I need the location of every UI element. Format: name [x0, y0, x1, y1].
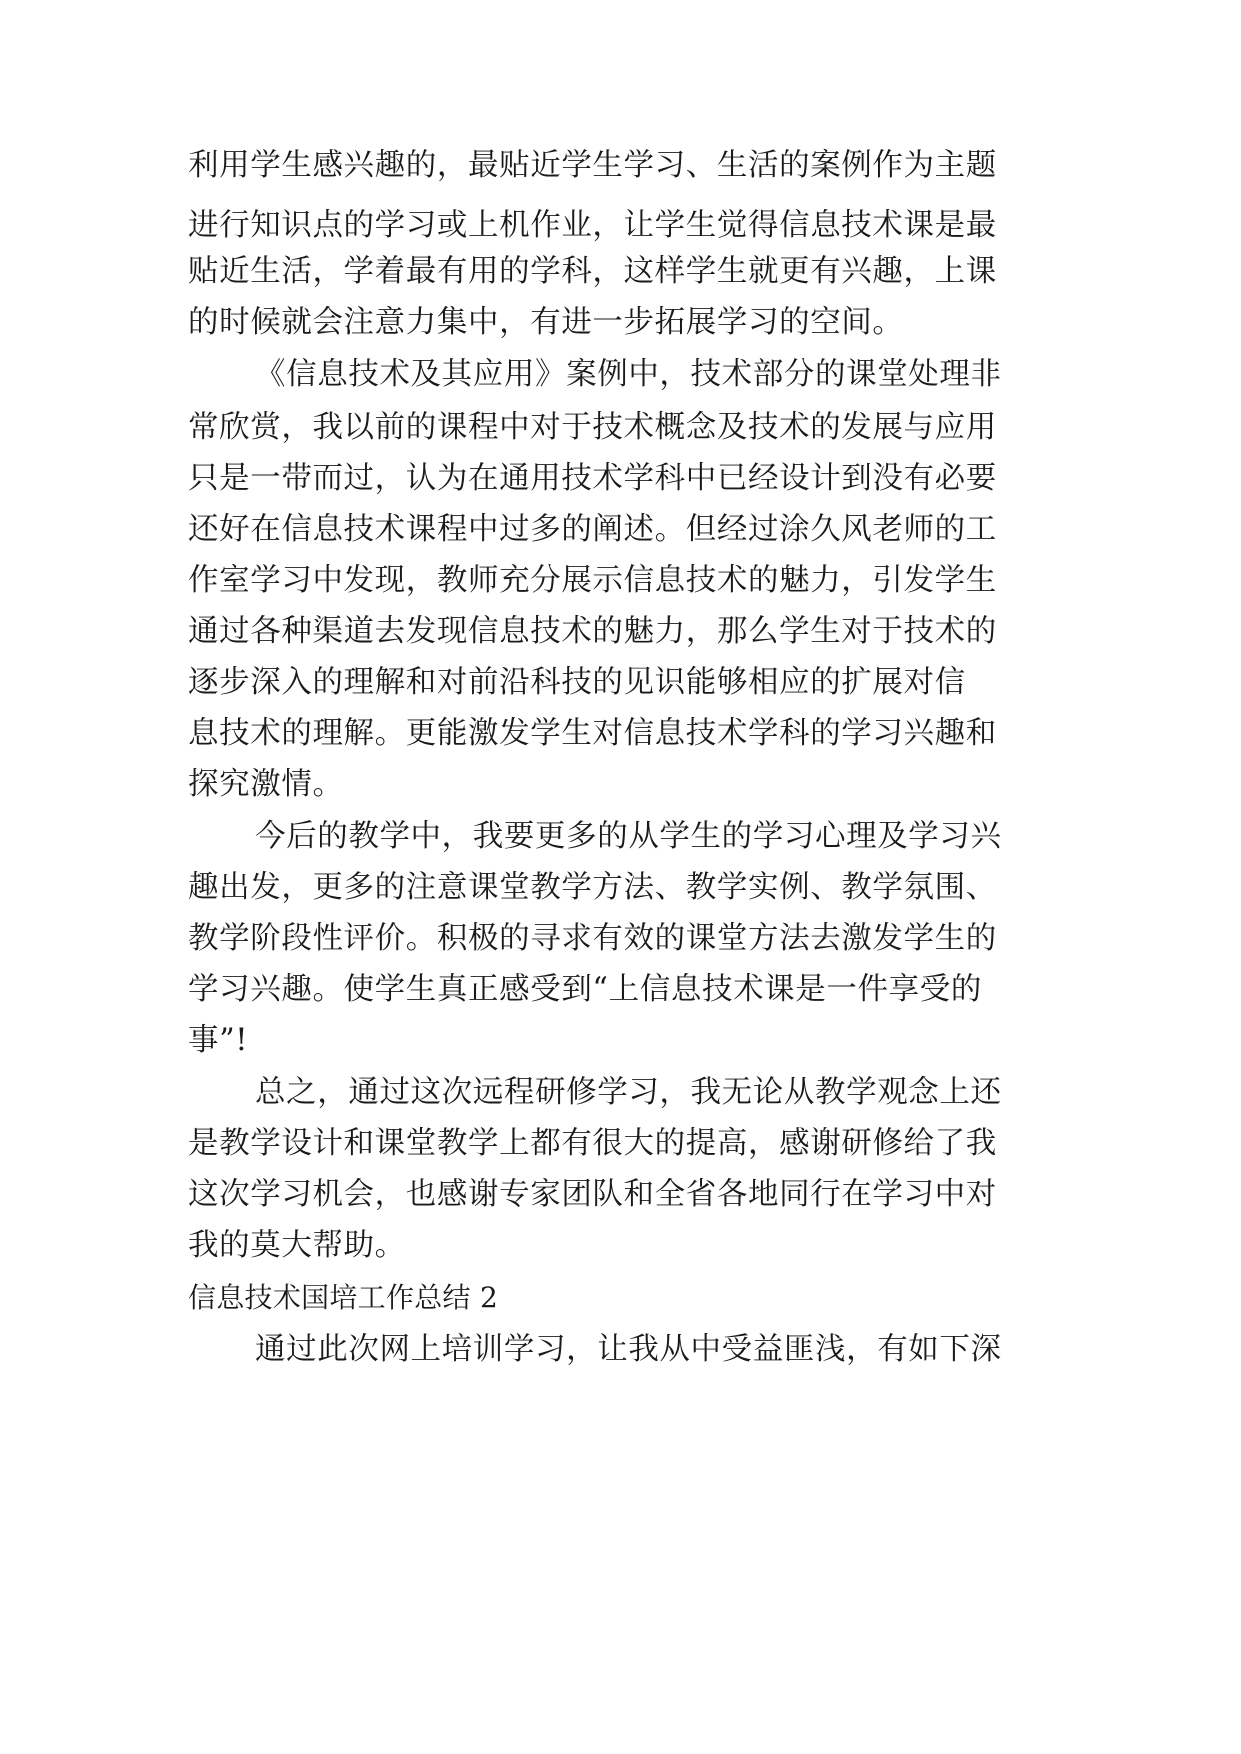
paragraph-2-line-4: 还好在信息技术课程中过多的阐述。但经过涂久风老师的工	[188, 512, 997, 547]
paragraph-1-line-2: 进行知识点的学习或上机作业，让学生觉得信息技术课是最	[188, 208, 997, 243]
paragraph-3-line-5: 事”!	[188, 1023, 249, 1058]
section-heading: 信息技术国培工作总结 2	[188, 1281, 499, 1314]
paragraph-2-line-5: 作室学习中发现，教师充分展示信息技术的魅力，引发学生	[188, 563, 997, 598]
paragraph-4-line-3: 这次学习机会，也感谢专家团队和全省各地同行在学习中对	[188, 1177, 997, 1212]
paragraph-3-line-4: 学习兴趣。使学生真正感受到“上信息技术课是一件享受的	[188, 972, 982, 1007]
paragraph-2-line-8: 息技术的理解。更能激发学生对信息技术学科的学习兴趣和	[188, 716, 997, 751]
paragraph-2-line-3: 只是一带而过，认为在通用技术学科中已经设计到没有必要	[188, 461, 997, 496]
paragraph-5-line-1: 通过此次网上培训学习，让我从中受益匪浅，有如下深	[255, 1332, 1002, 1367]
paragraph-2-line-2: 常欣赏，我以前的课程中对于技术概念及技术的发展与应用	[188, 410, 997, 445]
paragraph-1-line-3: 贴近生活，学着最有用的学科，这样学生就更有兴趣，上课	[188, 254, 997, 289]
paragraph-3-line-3: 教学阶段性评价。积极的寻求有效的课堂方法去激发学生的	[188, 921, 997, 956]
paragraph-4-line-1: 总之，通过这次远程研修学习，我无论从教学观念上还	[255, 1075, 1002, 1110]
paragraph-3-line-2: 趣出发，更多的注意课堂教学方法、教学实例、教学氛围、	[188, 870, 997, 905]
paragraph-1-line-1: 利用学生感兴趣的，最贴近学生学习、生活的案例作为主题	[188, 148, 997, 183]
paragraph-2-line-9: 探究激情。	[188, 767, 344, 802]
paragraph-4-line-2: 是教学设计和课堂教学上都有很大的提高，感谢研修给了我	[188, 1126, 997, 1161]
paragraph-3-line-1: 今后的教学中，我要更多的从学生的学习心理及学习兴	[255, 819, 1002, 854]
paragraph-2-line-6: 通过各种渠道去发现信息技术的魅力，那么学生对于技术的	[188, 614, 997, 649]
paragraph-4-line-4: 我的莫大帮助。	[188, 1228, 406, 1263]
paragraph-2-line-7: 逐步深入的理解和对前沿科技的见识能够相应的扩展对信	[188, 665, 966, 700]
paragraph-1-line-4: 的时候就会注意力集中，有进一步拓展学习的空间。	[188, 305, 904, 340]
paragraph-2-line-1: 《信息技术及其应用》案例中，技术部分的课堂处理非	[255, 357, 1002, 392]
